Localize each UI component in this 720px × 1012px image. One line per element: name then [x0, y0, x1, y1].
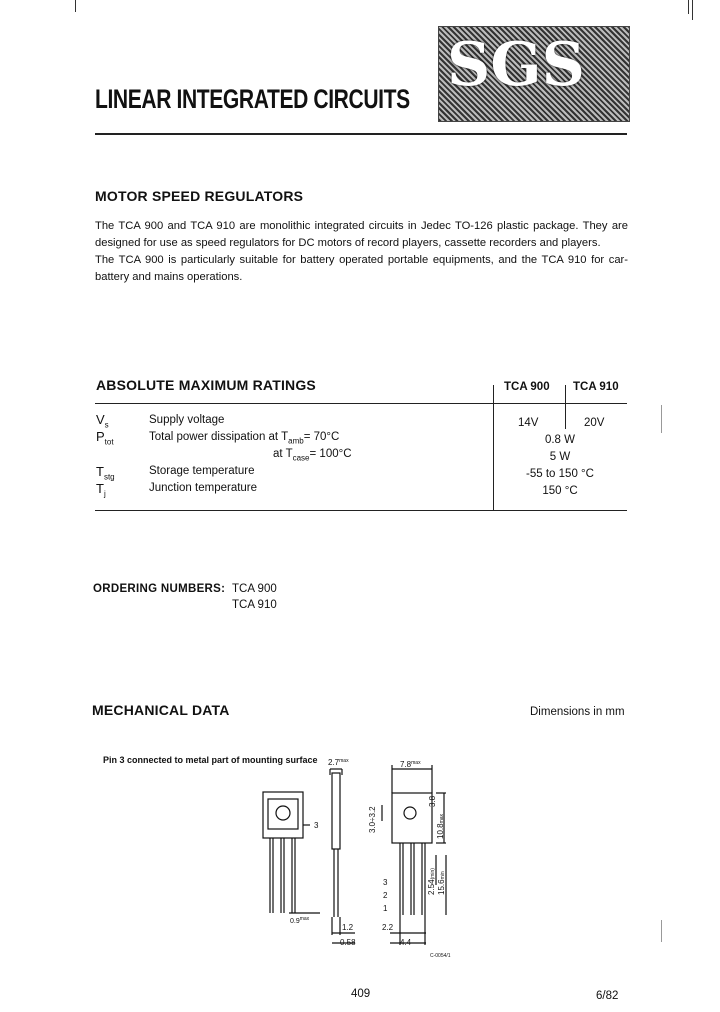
paragraph: The TCA 900 is particularly suitable for battery operated portable equipments, and the TCA 910 for car-battery and mains operations.: [95, 254, 628, 283]
company-logo: [438, 26, 630, 122]
package-body-back: [392, 793, 432, 843]
col-header-tca900: TCA 900: [504, 381, 550, 393]
param-desc: Junction temperature: [149, 482, 258, 494]
col-header-tca910: TCA 910: [573, 381, 619, 393]
dim-label: 2.2: [382, 923, 394, 932]
value: 14V: [518, 417, 539, 429]
symbol: $T_j$: [96, 481, 106, 499]
package-body-side: [332, 773, 340, 849]
param-desc: Total power dissipation at $T_{amb}= 70^\circ C$: [149, 431, 340, 446]
param-desc: Storage temperature: [149, 465, 255, 477]
param-desc: at $T_{case}= 100^\circ C$: [273, 448, 352, 463]
dim-label: 2.54(min): [427, 868, 436, 895]
ordering-number: TCA 910: [232, 599, 277, 611]
pin-label: 3: [383, 878, 388, 887]
dim-label: 15.6min: [437, 871, 446, 895]
value: 150 °C: [542, 485, 578, 497]
value: 5 W: [549, 451, 571, 463]
symbol: $V_s$: [96, 412, 109, 430]
dim-label: 3.8: [428, 795, 437, 807]
table-bottom-rule: [95, 510, 627, 511]
units-note: Dimensions in mm: [530, 706, 625, 718]
param-desc: Supply voltage: [149, 414, 225, 426]
scan-mark: [661, 920, 662, 942]
dim-label: $0.9^{max}$: [290, 916, 310, 925]
mounting-hole: [404, 807, 416, 819]
dim-label: 1.2: [342, 923, 354, 932]
dim-label: 4.4: [400, 938, 412, 947]
pin-label: 2: [383, 891, 388, 900]
scan-mark: [661, 405, 662, 433]
dim-label: 3.0÷3.2: [368, 806, 377, 833]
header-rule: [95, 133, 627, 135]
symbol: $T_{stg}$: [96, 464, 115, 482]
value: -55 to 150 °C: [526, 468, 594, 480]
package-tab: [268, 799, 298, 829]
page-title: LINEAR INTEGRATED CIRCUITS: [95, 84, 410, 114]
mounting-hole: [276, 806, 290, 820]
value: 20V: [584, 417, 605, 429]
dim-label: 0.58: [340, 938, 356, 947]
page-number: 409: [351, 988, 371, 1000]
dim-label: $7.8^{max}$: [400, 760, 421, 769]
pin-note: Pin 3 connected to metal part of mounting surface: [103, 755, 318, 765]
scan-mark: [688, 0, 689, 14]
table-top-rule: [95, 403, 627, 404]
pin-label: 3: [314, 821, 319, 830]
ordering-number: TCA 900: [232, 583, 277, 595]
dim-label: 10.8max: [436, 813, 445, 839]
description: [95, 218, 628, 286]
paragraph: The TCA 900 and TCA 910 are monolithic integrated circuits in Jedec TO-126 plastic package. They are designed for use as speed regulators for DC motors of record players, cassette recorders and players.: [95, 220, 628, 249]
col-divider: [565, 385, 566, 429]
package-drawing: [250, 755, 480, 965]
mechanical-heading: MECHANICAL DATA: [92, 702, 230, 718]
symbol: $P_{tot}$: [96, 429, 114, 447]
date-code: 6/82: [596, 990, 619, 1002]
ordering-label: ORDERING NUMBERS:: [93, 583, 226, 595]
section-heading: MOTOR SPEED REGULATORS: [95, 188, 304, 204]
dim-label: $2.7^{max}$: [328, 758, 349, 767]
scan-mark: [75, 0, 76, 12]
value: 0.8 W: [544, 434, 576, 446]
drawing-ref: C-0054/1: [430, 953, 451, 959]
pin-label: 1: [383, 904, 388, 913]
logo-text: SGS: [447, 30, 585, 100]
ratings-heading: ABSOLUTE MAXIMUM RATINGS: [96, 377, 316, 393]
scan-mark: [692, 0, 693, 20]
